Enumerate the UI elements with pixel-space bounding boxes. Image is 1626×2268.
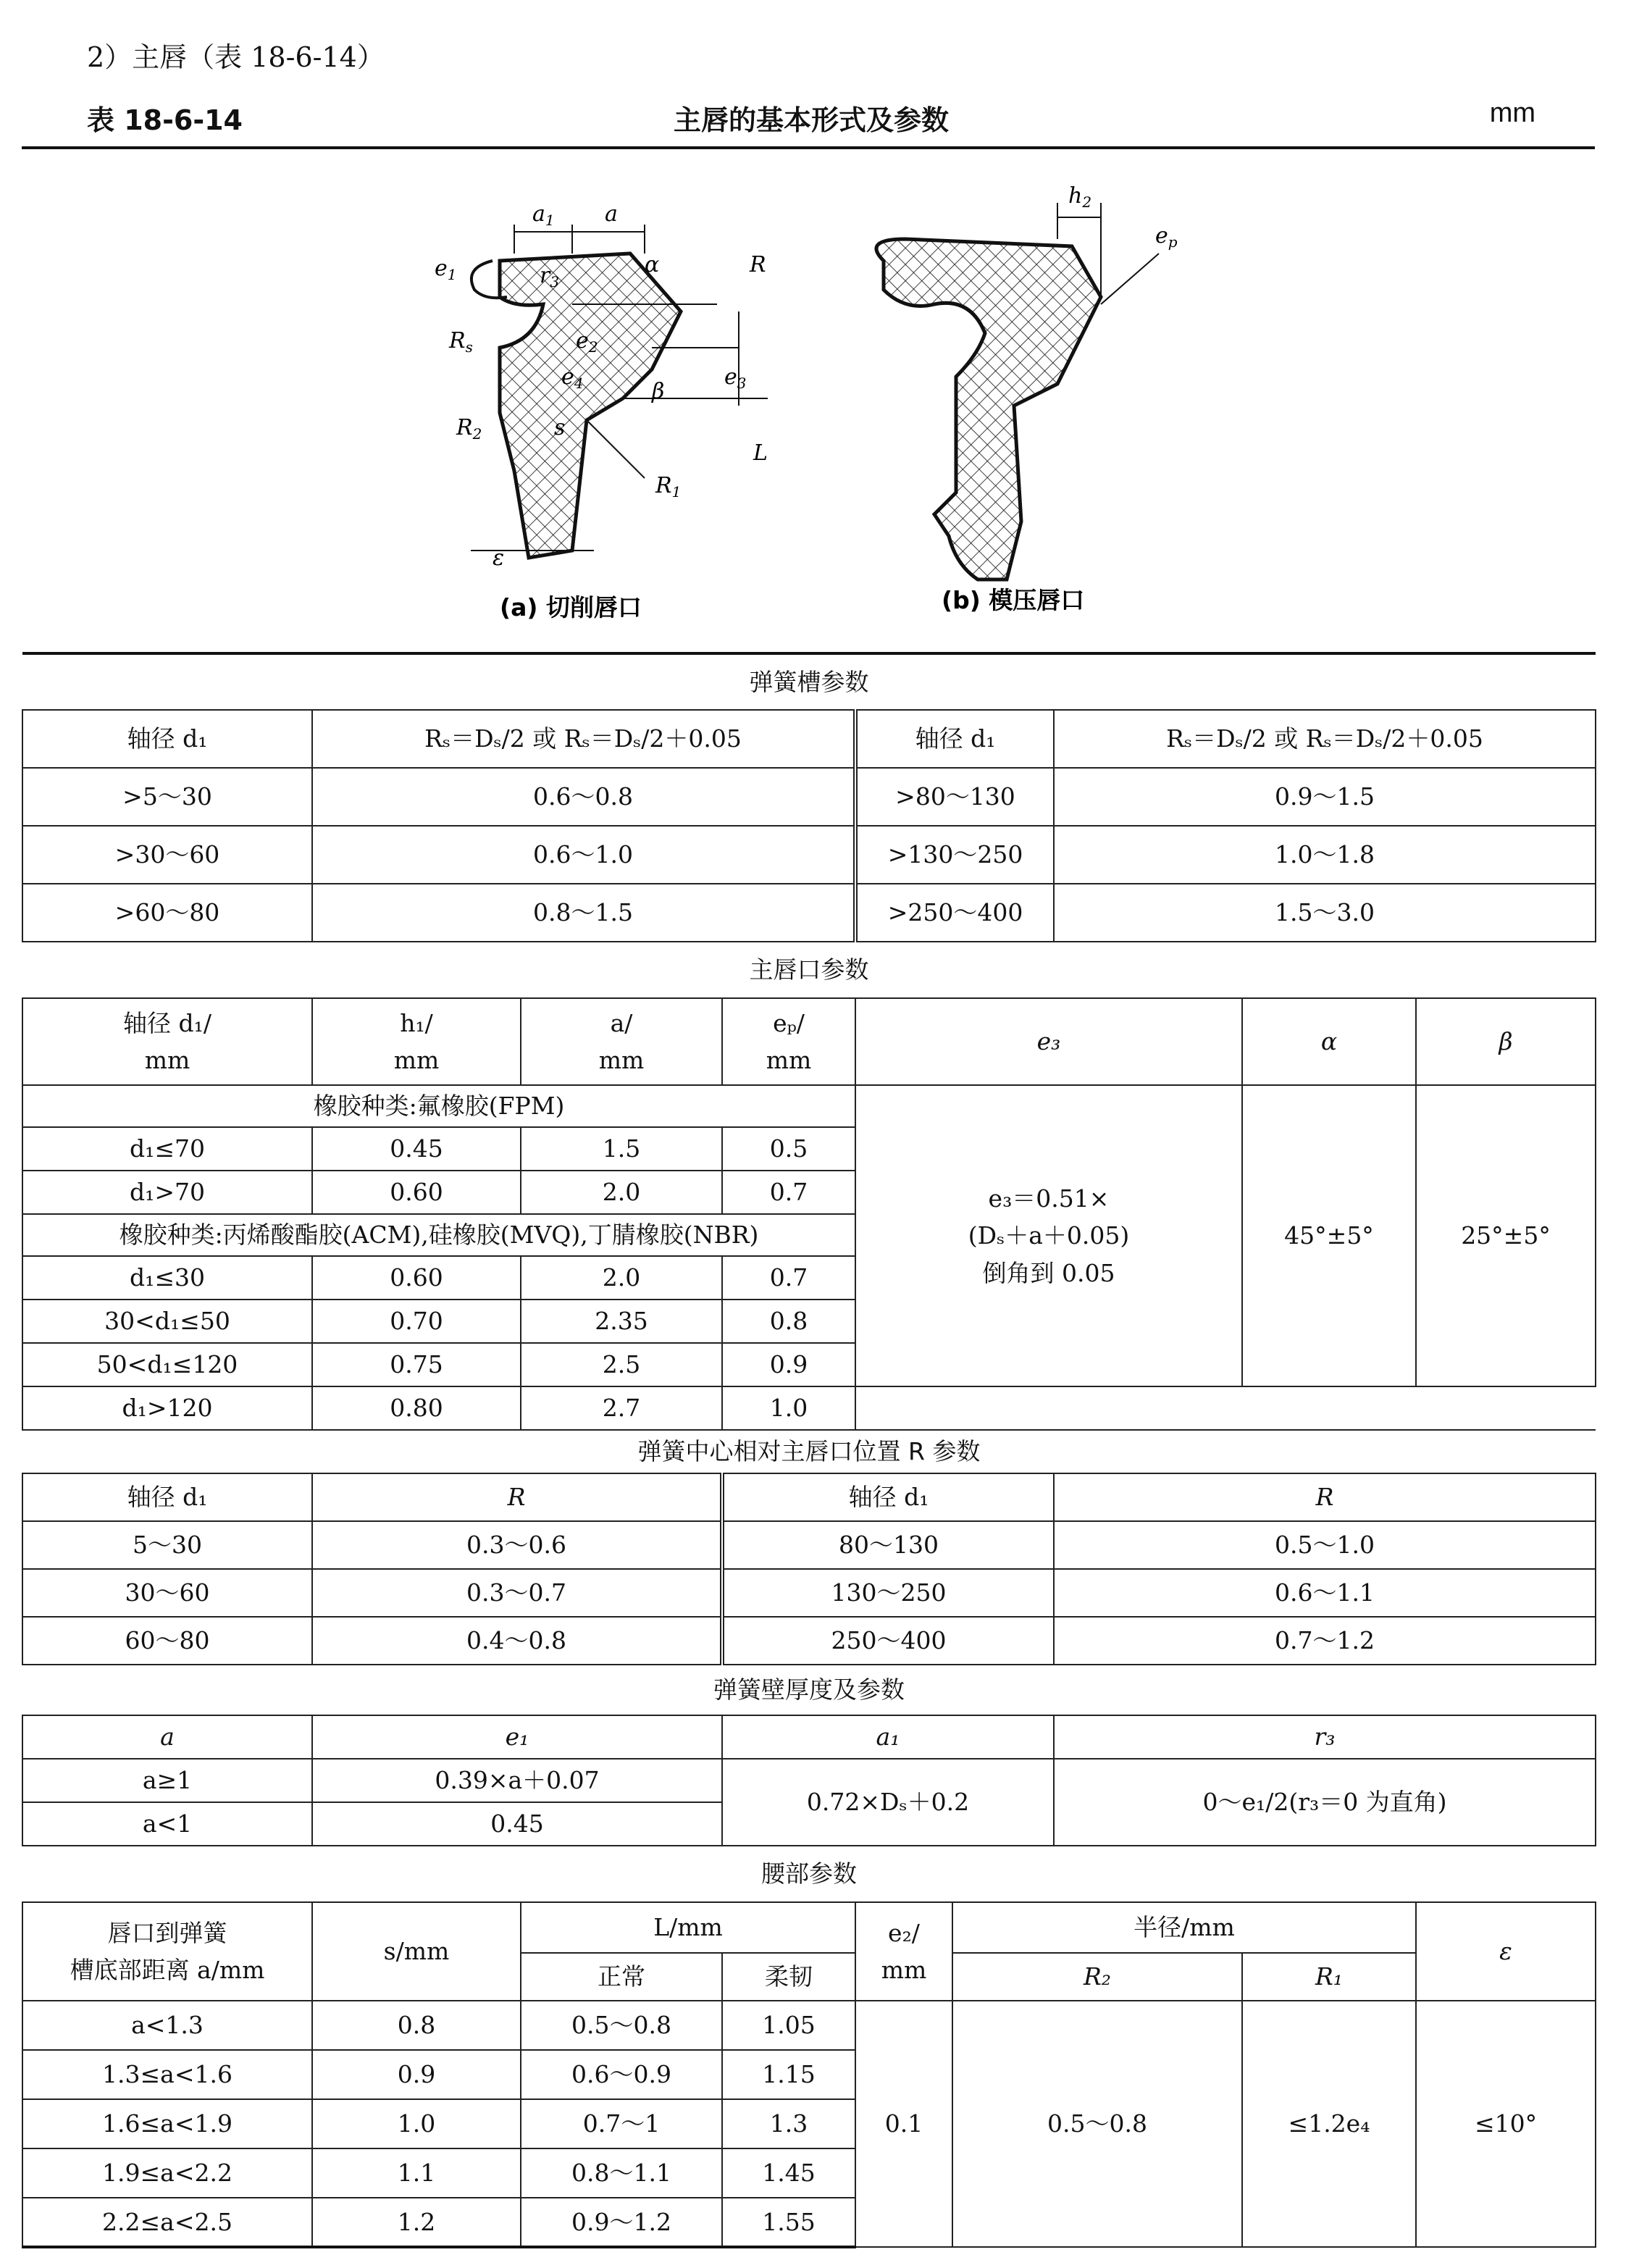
sg-col-shaft-1: 轴径 d₁ (22, 710, 312, 768)
spring-position-title: 弹簧中心相对主唇口位置 R 参数 (22, 1430, 1596, 1473)
waist-cell: 1.05 (722, 2001, 855, 2050)
svg-text:Rs: $R_s$ (449, 328, 473, 356)
svg-text:β: β (652, 379, 665, 404)
section-heading: 2）主唇（表 18-6-14） (87, 41, 385, 73)
sw-cell: 0.45 (312, 1802, 722, 1846)
waist-cell: 1.0 (312, 2099, 521, 2148)
sp-cell: 5～30 (22, 1521, 312, 1569)
sp-col-r-1: R (312, 1473, 722, 1521)
svg-text:h2: $h_2$ (1068, 183, 1092, 211)
caption-cut-lip: (a) 切削唇口 (500, 593, 642, 622)
table-row (22, 1569, 1596, 1617)
waist-col-radius: 半径/mm (952, 1902, 1416, 1953)
waist-eps-value: ≤10° (1416, 2001, 1596, 2247)
sg-cell: >5～30 (22, 768, 312, 826)
sw-cell: 0.39×a＋0.07 (312, 1759, 722, 1802)
sg-cell: 0.9～1.5 (1054, 768, 1596, 826)
waist-cell: 0.5～0.8 (521, 2001, 722, 2050)
waist-col-R2: R₂ (952, 1953, 1242, 2001)
waist-col-distance-text: 唇口到弹簧 槽底部距离 a/mm (70, 1918, 265, 1984)
svg-text:L: L (753, 440, 768, 466)
waist-cell: 1.1 (312, 2148, 521, 2198)
svg-text:e3: $e_3$ (724, 364, 747, 392)
lip-cell: 2.35 (521, 1300, 722, 1343)
waist-col-e2-text: e₂/ mm (881, 1918, 927, 1984)
lip-cell: 0.70 (312, 1300, 521, 1343)
lip-col-ep-text: eₚ/ mm (766, 1008, 812, 1074)
table-row (22, 1617, 1596, 1665)
svg-text:e4: $e_4$ (561, 364, 584, 392)
sp-cell: 30～60 (22, 1569, 312, 1617)
waist-title: 腰部参数 (22, 1846, 1596, 1902)
band-spring-wall (22, 1665, 1596, 1715)
waist-R1-value: ≤1.2e₄ (1242, 2001, 1416, 2247)
table-row (22, 1386, 1596, 1430)
waist-col-flex: 柔韧 (722, 1953, 855, 2001)
lip-col-ep (722, 998, 855, 1085)
waist-cell: 1.6≤a<1.9 (22, 2099, 312, 2148)
svg-text:R: R (750, 252, 766, 277)
lip-cell: 0.60 (312, 1171, 521, 1214)
lip-title: 主唇口参数 (22, 942, 1596, 998)
lip-e3-cell (855, 1085, 1242, 1386)
lip-col-alpha: α (1242, 998, 1416, 1085)
sp-col-r-2: R (1054, 1473, 1596, 1521)
sp-cell: 130～250 (722, 1569, 1054, 1617)
lip-cell: 1.5 (521, 1127, 722, 1171)
table-row (22, 1521, 1596, 1569)
spring-groove-header (22, 710, 1596, 768)
waist-col-normal: 正常 (521, 1953, 722, 2001)
sw-a1-value: 0.72×Dₛ＋0.2 (722, 1759, 1054, 1846)
table-row (22, 826, 1596, 884)
band-spring-groove (22, 653, 1596, 710)
sw-col-a: a (22, 1715, 312, 1759)
waist-col-distance (22, 1902, 312, 2001)
waist-cell: 1.9≤a<2.2 (22, 2148, 312, 2198)
lip-drawings (406, 174, 1217, 637)
sp-cell: 0.3～0.6 (312, 1521, 722, 1569)
waist-cell: 2.2≤a<2.5 (22, 2198, 312, 2247)
lip-cell: 0.7 (722, 1256, 855, 1300)
lip-col-shaft-text: 轴径 d₁/ mm (123, 1008, 211, 1074)
lip-col-h1-text: h₁/ mm (393, 1008, 440, 1074)
table-row (22, 1759, 1596, 1802)
lip-cell: d₁≤30 (22, 1256, 312, 1300)
svg-text:r3: $r_3$ (540, 263, 560, 290)
sg-cell: 1.0～1.8 (1054, 826, 1596, 884)
lip-alpha-value: 45°±5° (1242, 1085, 1416, 1386)
sg-cell: >130～250 (855, 826, 1054, 884)
sg-col-rs-1: Rₛ＝Dₛ/2 或 Rₛ＝Dₛ/2＋0.05 (312, 710, 855, 768)
waist-cell: 1.55 (722, 2198, 855, 2247)
svg-text:ε: ε (493, 545, 505, 571)
lip-cell: 0.8 (722, 1300, 855, 1343)
spring-groove-title: 弹簧槽参数 (22, 653, 1596, 710)
lip-figure (406, 174, 1217, 637)
table-row (22, 884, 1596, 942)
waist-col-eps: ε (1416, 1902, 1596, 2001)
sp-cell: 0.4～0.8 (312, 1617, 722, 1665)
lip-cell: 2.5 (521, 1343, 722, 1386)
cut-lip-shape (500, 254, 681, 558)
sp-cell: 250～400 (722, 1617, 1054, 1665)
lip-col-beta: β (1416, 998, 1596, 1085)
sg-cell: 1.5～3.0 (1054, 884, 1596, 942)
svg-text:e1: $e_1$ (435, 256, 457, 283)
lip-cell: d₁>70 (22, 1171, 312, 1214)
table-unit: mm (1489, 98, 1535, 128)
lip-beta-value: 25°±5° (1416, 1085, 1596, 1386)
lip-cell: 1.0 (722, 1386, 855, 1430)
sg-cell: >250～400 (855, 884, 1054, 942)
svg-text:a: a (605, 201, 618, 227)
lip-col-shaft (22, 998, 312, 1085)
molded-lip-section (876, 183, 1178, 579)
lip-group2: 橡胶种类:丙烯酸酯胶(ACM),硅橡胶(MVQ),丁腈橡胶(NBR) (22, 1214, 855, 1256)
top-rule (22, 146, 1595, 149)
sg-cell: 0.6～0.8 (312, 768, 855, 826)
waist-header-1 (22, 1902, 1596, 1953)
lip-col-a (521, 998, 722, 1085)
sw-col-r3: r₃ (1054, 1715, 1596, 1759)
lip-cell: 0.60 (312, 1256, 521, 1300)
spring-wall-header (22, 1715, 1596, 1759)
waist-cell: 1.45 (722, 2148, 855, 2198)
waist-cell: 1.2 (312, 2198, 521, 2247)
sp-cell: 0.5～1.0 (1054, 1521, 1596, 1569)
lip-col-a-text: a/ mm (598, 1008, 645, 1074)
caption-molded-lip: (b) 模压唇口 (942, 586, 1085, 614)
waist-cell: 0.8～1.1 (521, 2148, 722, 2198)
waist-e2-value: 0.1 (855, 2001, 952, 2247)
spring-position-header (22, 1473, 1596, 1521)
sw-cell: a≥1 (22, 1759, 312, 1802)
sg-cell: >30～60 (22, 826, 312, 884)
lip-cell: d₁>120 (22, 1386, 312, 1430)
waist-col-s: s/mm (312, 1902, 521, 2001)
lip-cell: 0.9 (722, 1343, 855, 1386)
waist-cell: a<1.3 (22, 2001, 312, 2050)
waist-cell: 0.8 (312, 2001, 521, 2050)
waist-cell: 1.3≤a<1.6 (22, 2050, 312, 2099)
sw-col-a1: a₁ (722, 1715, 1054, 1759)
lip-header (22, 998, 1596, 1085)
sg-cell: >60～80 (22, 884, 312, 942)
sg-col-rs-2: Rₛ＝Dₛ/2 或 Rₛ＝Dₛ/2＋0.05 (1054, 710, 1596, 768)
table-row (22, 768, 1596, 826)
table-row (22, 2001, 1596, 2050)
lip-col-e3: e₃ (855, 998, 1242, 1085)
sp-cell: 60～80 (22, 1617, 312, 1665)
band-spring-position (22, 1430, 1596, 1473)
lip-cell: 50<d₁≤120 (22, 1343, 312, 1386)
cut-lip-section (435, 201, 768, 571)
lip-e3-line2: (Dₛ＋a＋0.05) (968, 1221, 1130, 1250)
waist-cell: 0.9～1.2 (521, 2198, 722, 2247)
waist-col-e2 (855, 1902, 952, 2001)
sw-r3-value: 0～e₁/2(r₃＝0 为直角) (1054, 1759, 1596, 1846)
lip-cell: 2.0 (521, 1171, 722, 1214)
sp-col-shaft-1: 轴径 d₁ (22, 1473, 312, 1521)
lip-cell: 0.75 (312, 1343, 521, 1386)
waist-cell: 0.6～0.9 (521, 2050, 722, 2099)
svg-text:α: α (645, 252, 660, 277)
molded-lip-shape (876, 239, 1101, 579)
sg-col-shaft-2: 轴径 d₁ (855, 710, 1054, 768)
sg-cell: >80～130 (855, 768, 1054, 826)
lip-cell: 0.45 (312, 1127, 521, 1171)
lip-cell: 0.80 (312, 1386, 521, 1430)
spring-wall-title: 弹簧壁厚度及参数 (22, 1665, 1596, 1715)
table-title: 主唇的基本形式及参数 (673, 104, 949, 136)
lip-e3-line1: e₃＝0.51× (988, 1184, 1110, 1213)
lip-cell: 2.7 (521, 1386, 722, 1430)
waist-cell: 0.9 (312, 2050, 521, 2099)
waist-cell: 1.15 (722, 2050, 855, 2099)
svg-text:e2: $e_2$ (576, 328, 598, 356)
svg-text:a1: $a_1$ (532, 201, 555, 229)
sp-cell: 80～130 (722, 1521, 1054, 1569)
lip-cell: 0.7 (722, 1171, 855, 1214)
band-waist (22, 1846, 1596, 1902)
lip-cell: 2.0 (521, 1256, 722, 1300)
waist-cell: 0.7～1 (521, 2099, 722, 2148)
lip-cell: d₁≤70 (22, 1127, 312, 1171)
table-number: 表 18-6-14 (87, 104, 243, 136)
lip-cell: 30<d₁≤50 (22, 1300, 312, 1343)
sw-col-e1: e₁ (312, 1715, 722, 1759)
sw-cell: a<1 (22, 1802, 312, 1846)
sp-col-shaft-2: 轴径 d₁ (722, 1473, 1054, 1521)
lip-col-h1 (312, 998, 521, 1085)
lip-group1-row (22, 1085, 1596, 1127)
lip-group1: 橡胶种类:氟橡胶(FPM) (22, 1085, 855, 1127)
sg-cell: 0.6～1.0 (312, 826, 855, 884)
lip-e3-line3: 倒角到 0.05 (982, 1258, 1115, 1287)
sp-cell: 0.3～0.7 (312, 1569, 722, 1617)
waist-col-R1: R₁ (1242, 1953, 1416, 2001)
waist-cell: 1.3 (722, 2099, 855, 2148)
parameter-table (22, 652, 1596, 2248)
svg-text:R1: $R_1$ (655, 473, 682, 501)
sg-cell: 0.8～1.5 (312, 884, 855, 942)
sp-cell: 0.6～1.1 (1054, 1569, 1596, 1617)
waist-R2-value: 0.5～0.8 (952, 2001, 1242, 2247)
sp-cell: 0.7～1.2 (1054, 1617, 1596, 1665)
lip-cell: 0.5 (722, 1127, 855, 1171)
waist-col-L: L/mm (521, 1902, 855, 1953)
band-lip (22, 942, 1596, 998)
table-caption (87, 98, 1535, 141)
svg-text:R2: $R_2$ (456, 415, 482, 443)
svg-text:s: s (554, 415, 566, 440)
svg-text:ep: $e_p$ (1155, 223, 1178, 251)
